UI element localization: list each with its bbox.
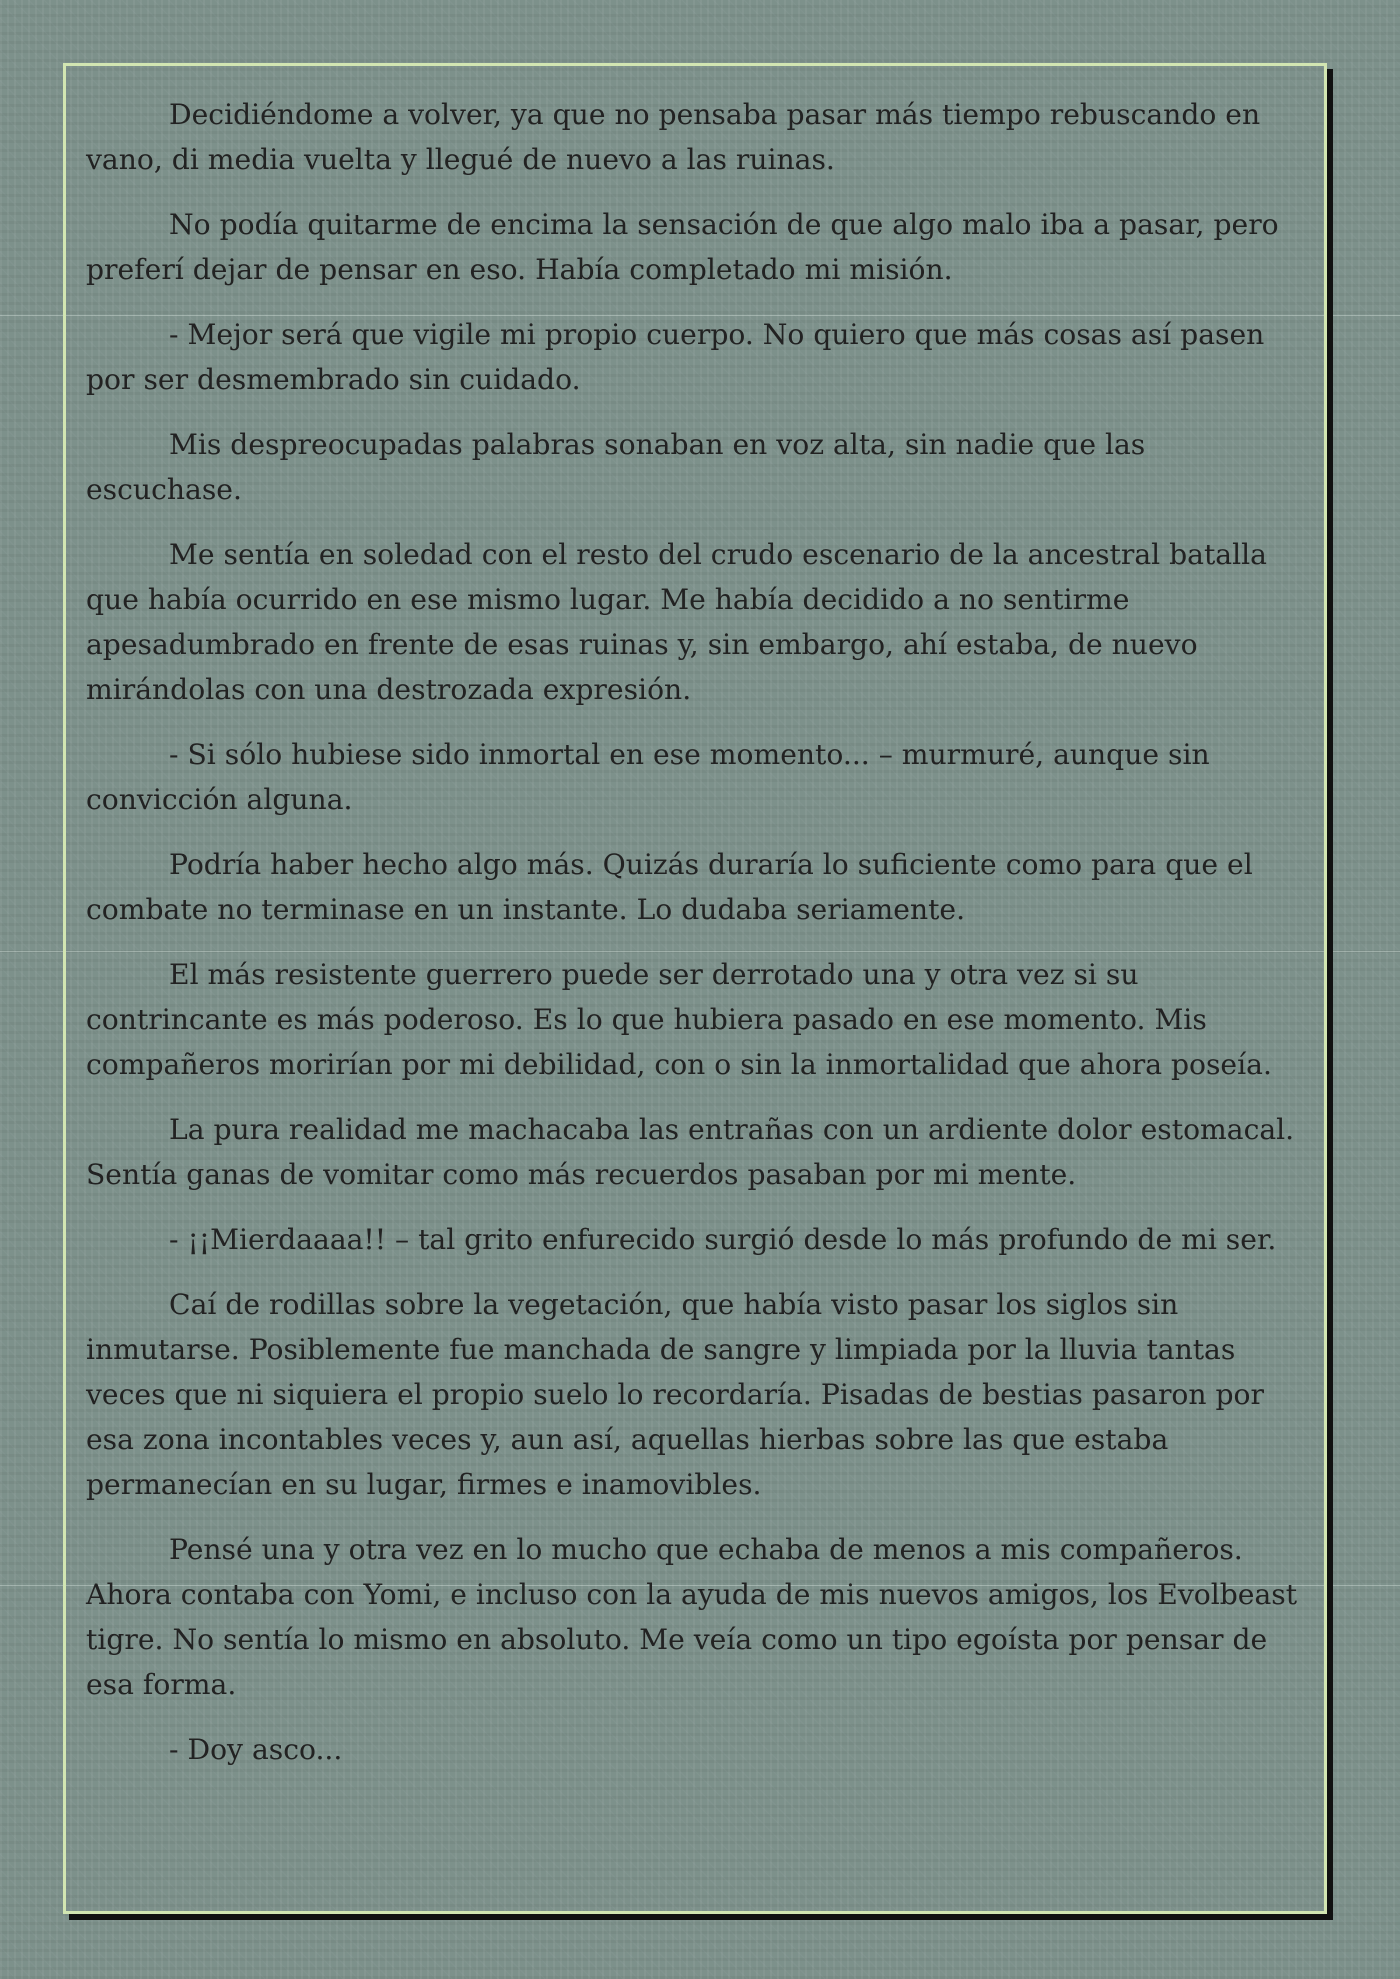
- dialogue-paragraph: - Mejor será que vigile mi propio cuerpo. No quiero que más cosas así pasen por ser desmembrado sin cuidado.: [86, 318, 1265, 396]
- paragraph: Podría haber hecho algo más. Quizás duraría lo suficiente como para que el combate no terminase en un instante. Lo dudaba seriamente.: [86, 848, 1253, 926]
- page-frame: [63, 63, 1327, 1914]
- dialogue-paragraph: - ¡¡Mierdaaaa!! – tal grito enfurecido surgió desde lo más profundo de mi ser.: [169, 1223, 1277, 1256]
- paragraph: La pura realidad me machacaba las entrañas con un ardiente dolor estomacal. Sentía ganas de vomitar como más recuerdos pasaban por mi mente.: [86, 1113, 1295, 1191]
- dialogue-paragraph: - Si sólo hubiese sido inmortal en ese momento... – murmuré, aunque sin convicción alguna.: [86, 738, 1210, 816]
- dialogue-paragraph: - Doy asco...: [169, 1733, 343, 1766]
- paragraph: No podía quitarme de encima la sensación de que algo malo iba a pasar, pero preferí dejar de pensar en eso. Había completado mi misión.: [86, 208, 1279, 286]
- paragraph: Decidiéndome a volver, ya que no pensaba pasar más tiempo rebuscando en vano, di media vuelta y llegué de nuevo a las ruinas.: [86, 98, 1261, 176]
- paragraph: El más resistente guerrero puede ser derrotado una y otra vez si su contrincante es más poderoso. Es lo que hubiera pasado en ese momento. Mis compañeros morirían por mi debilidad, con o sin la inmortalidad que ahora poseía.: [86, 958, 1272, 1081]
- document-body: [86, 92, 1304, 1792]
- paragraph: Caí de rodillas sobre la vegetación, que había visto pasar los siglos sin inmutarse. Posiblemente fue manchada de sangre y limpiada por la lluvia tantas veces que ni siquiera el propio suelo lo recordaría. Pisadas de bestias pasaron por esa zona incontables veces y, aun así, aquellas hierbas sobre las que estaba permanecían en su lugar, firmes e inamovibles.: [86, 1288, 1264, 1501]
- paragraph: Mis despreocupadas palabras sonaban en voz alta, sin nadie que las escuchase.: [86, 428, 1146, 506]
- paragraph: Me sentía en soledad con el resto del crudo escenario de la ancestral batalla que había ocurrido en ese mismo lugar. Me había decidido a no sentirme apesadumbrado en frente de esas ruinas y, sin embargo, ahí estaba, de nuevo mirándolas con una destrozada expresión.: [86, 538, 1267, 706]
- paragraph: Pensé una y otra vez en lo mucho que echaba de menos a mis compañeros. Ahora contaba con Yomi, e incluso con la ayuda de mis nuevos amigos, los Evolbeast tigre. No sentía lo mismo en absoluto. Me veía como un tipo egoísta por pensar de esa forma.: [86, 1533, 1298, 1701]
